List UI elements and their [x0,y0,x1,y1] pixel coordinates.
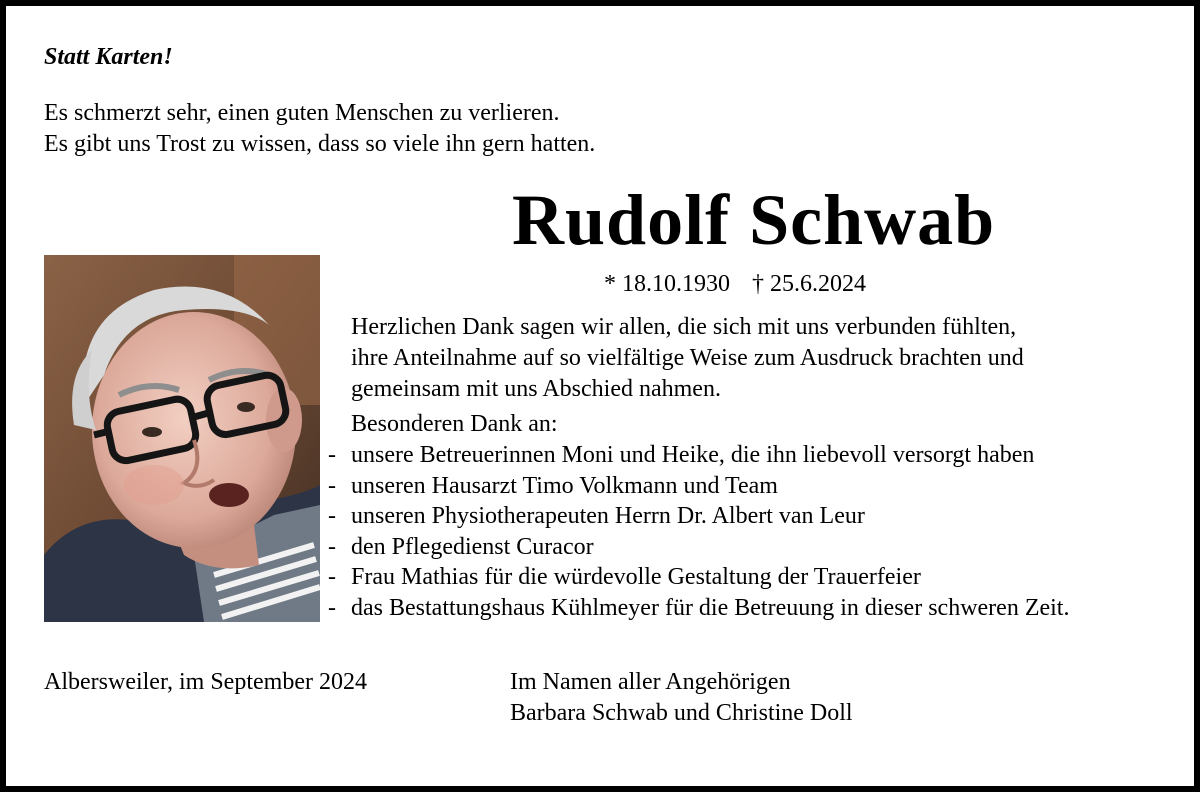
list-item: - den Pflegedienst Curacor [328,532,1069,563]
place-date: Albersweiler, im September 2024 [44,669,367,695]
list-marker: - [328,503,336,529]
list-marker: - [328,533,336,560]
portrait-photo [44,255,320,622]
thanks-text [351,312,1024,405]
notice-heading: Statt Karten! [44,44,173,70]
life-dates [604,268,866,300]
list-marker: - [328,472,336,499]
signoff [510,667,853,729]
list-marker: - [328,442,336,468]
intro-line: Es schmerzt sehr, einen guten Menschen zu verlieren. [44,100,560,126]
intro-line: Es gibt uns Trost zu wissen, dass so viele ihn gern hatten. [44,131,596,157]
thanks-line: ihre Anteilnahme auf so vielfältige Weise zum Ausdruck brachten und [351,345,1024,371]
list-marker: - [328,594,336,621]
signoff-line: Barbara Schwab und Christine Doll [510,700,853,726]
list-marker: - [328,564,336,590]
signoff-line: Im Namen aller Angehörigen [510,669,791,695]
death-date: † 25.6.2024 [752,271,866,297]
special-thanks-heading: Besonderen Dank an: [351,411,558,437]
list-item: - unsere Betreuerinnen Moni und Heike, die ihn liebevoll versorgt haben [328,440,1069,471]
intro-text [44,98,595,160]
thanks-line: gemeinsam mit uns Abschied nahmen. [351,376,721,402]
deceased-name: Rudolf Schwab [512,180,996,260]
list-item: - unseren Physiotherapeuten Herrn Dr. Albert van Leur [328,501,1069,532]
thanks-line: Herzlichen Dank sagen wir allen, die sich mit uns verbunden fühlten, [351,314,1017,340]
list-item: - das Bestattungshaus Kühlmeyer für die Betreuung in dieser schweren Zeit. [328,593,1069,624]
birth-date: * 18.10.1930 [604,271,730,297]
special-thanks-list [328,440,1069,623]
list-item: - unseren Hausarzt Timo Volkmann und Team [328,471,1069,502]
list-item: - Frau Mathias für die würdevolle Gestaltung der Trauerfeier [328,562,1069,593]
